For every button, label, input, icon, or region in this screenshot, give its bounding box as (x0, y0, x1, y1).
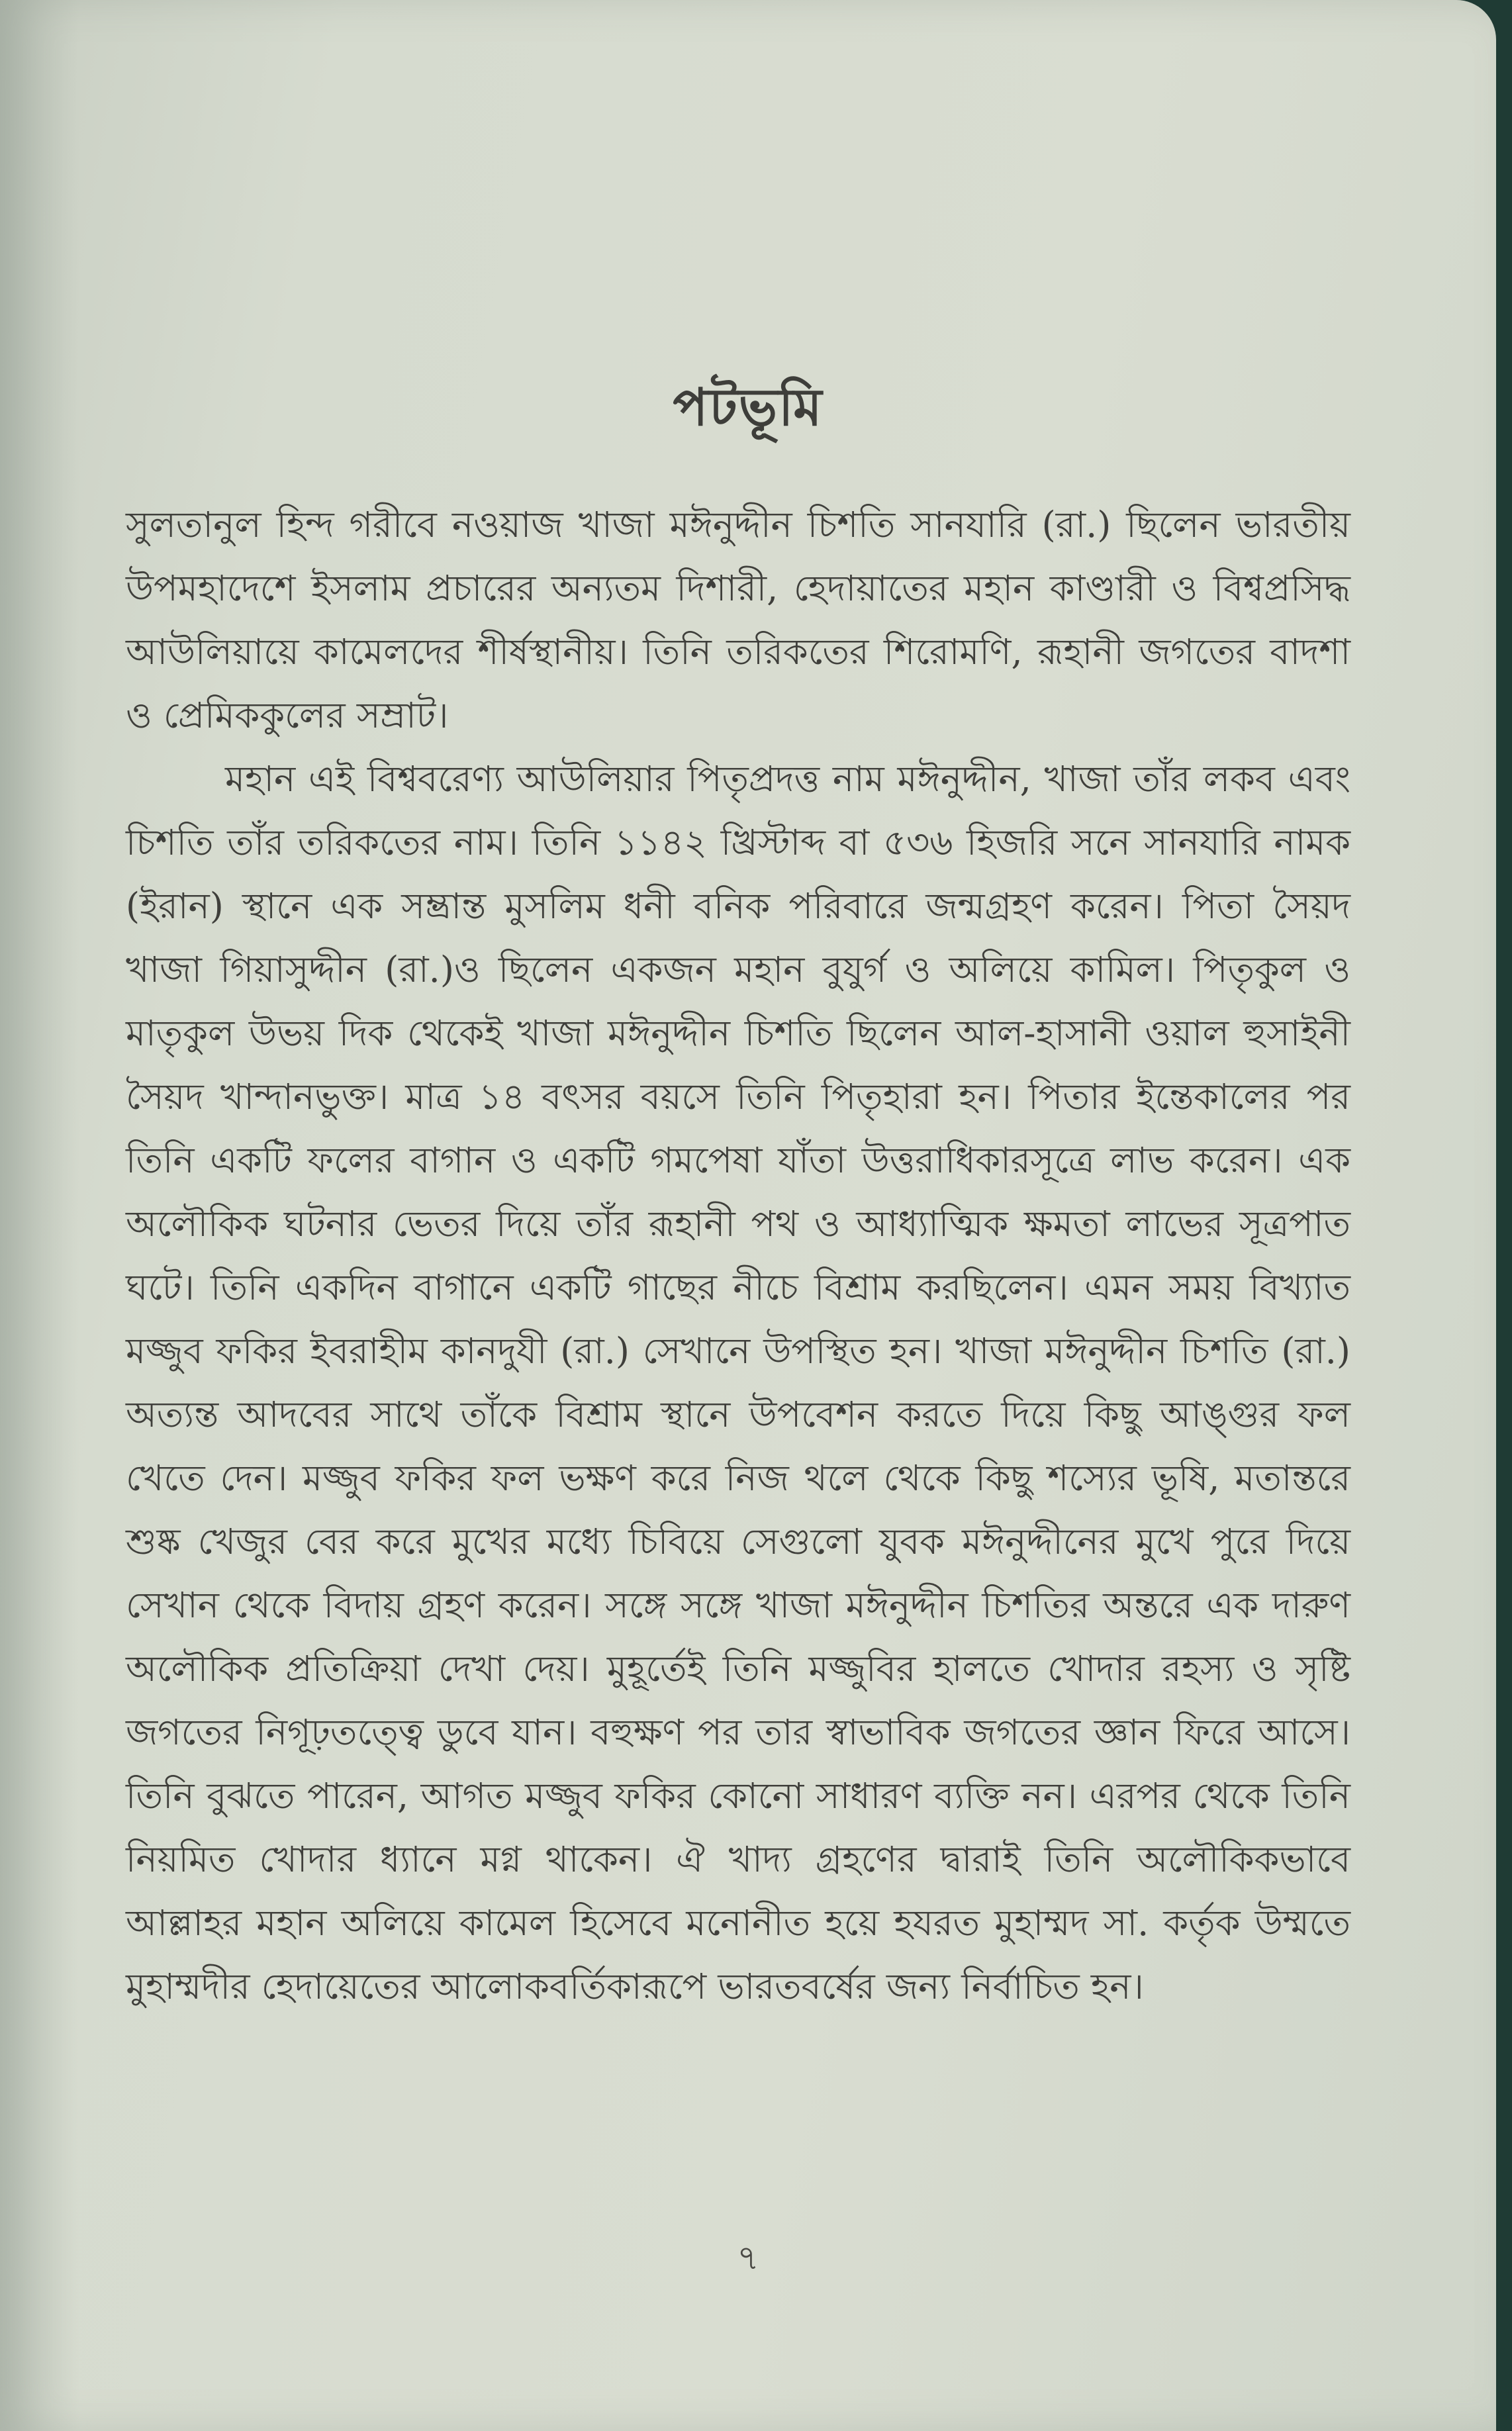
page-gutter-shadow (0, 0, 79, 2431)
body-text (126, 493, 1350, 2019)
chapter-title: পটভূমি (673, 377, 824, 438)
paragraph-2: মহান এই বিশ্ববরেণ্য আউলিয়ার পিতৃপ্রদত্ত নাম মঈনুদ্দীন, খাজা তাঁর লকব এবং চিশতি তাঁর তরিকতের নাম। তিনি ১১৪২ খ্রিস্টাব্দ বা ৫৩৬ হিজরি সনে সানযারি নামক (ইরান) স্থানে এক সম্ভ্রান্ত মুসলিম ধনী বনিক পরিবারে জন্মগ্রহণ করেন। পিতা সৈয়দ খাজা গিয়াসুদ্দীন (রা.)ও ছিলেন একজন মহান বুযুর্গ ও অলিয়ে কামিল। পিতৃকুল ও মাতৃকুল উভয় দিক থেকেই খাজা মঈনুদ্দীন চিশতি ছিলেন আল-হাসানী ওয়াল হুসাইনী সৈয়দ খান্দানভুক্ত। মাত্র ১৪ বৎসর বয়সে তিনি পিতৃহারা হন। পিতার ইন্তেকালের পর তিনি একটি ফলের বাগান ও একটি গমপেষা যাঁতা উত্তরাধিকারসূত্রে লাভ করেন। এক অলৌকিক ঘটনার ভেতর দিয়ে তাঁর রূহানী পথ ও আধ্যাত্মিক ক্ষমতা লাভের সূত্রপাত ঘটে। তিনি একদিন বাগানে একটি গাছের নীচে বিশ্রাম করছিলেন। এমন সময় বিখ্যাত মজ্জুব ফকির ইবরাহীম কানদুযী (রা.) সেখানে উপস্থিত হন। খাজা মঈনুদ্দীন চিশতি (রা.) অত্যন্ত আদবের সাথে তাঁকে বিশ্রাম স্থানে উপবেশন করতে দিয়ে কিছু আঙ্গুর ফল খেতে দেন। মজ্জুব ফকির ফল ভক্ষণ করে নিজ থলে থেকে কিছু শস্যের ভূষি, মতান্তরে শুষ্ক খেজুর বের করে মুখের মধ্যে চিবিয়ে সেগুলো যুবক মঈনুদ্দীনের মুখে পুরে দিয়ে সেখান থেকে বিদায় গ্রহণ করেন। সঙ্গে সঙ্গে খাজা মঈনুদ্দীন চিশতির অন্তরে এক দারুণ অলৌকিক প্রতিক্রিয়া দেখা দেয়। মুহূর্তেই তিনি মজ্জুবির হালতে খোদার রহস্য ও সৃষ্টি জগতের নিগূঢ়তত্ত্বে ডুবে যান। বহুক্ষণ পর তার স্বাভাবিক জগতের জ্ঞান ফিরে আসে। তিনি বুঝতে পারেন, আগত মজ্জুব ফকির কোনো সাধারণ ব্যক্তি নন। এরপর থেকে তিনি নিয়মিত খোদার ধ্যানে মগ্ন থাকেন। ঐ খাদ্য গ্রহণের দ্বারাই তিনি অলৌকিকভাবে আল্লাহর মহান অলিয়ে কামেল হিসেবে মনোনীত হয়ে হযরত মুহাম্মদ সা. কর্তৃক উম্মতে মুহাম্মদীর হেদায়েতের আলোকবর্তিকারূপে ভারতবর্ষের জন্য নির্বাচিত হন। (126, 758, 1350, 2007)
page-number: ৭ (737, 2238, 759, 2278)
paragraph-1: সুলতানুল হিন্দ গরীবে নওয়াজ খাজা মঈনুদ্দীন চিশতি সানযারি (রা.) ছিলেন ভারতীয় উপমহাদেশে ইসলাম প্রচারের অন্যতম দিশারী, হেদায়াতের মহান কাণ্ডারী ও বিশ্বপ্রসিদ্ধ আউলিয়ায়ে কামেলদের শীর্ষস্থানীয়। তিনি তরিকতের শিরোমণি, রূহানী জগতের বাদশা ও প্রেমিককুলের সম্রাট। (126, 504, 1350, 736)
